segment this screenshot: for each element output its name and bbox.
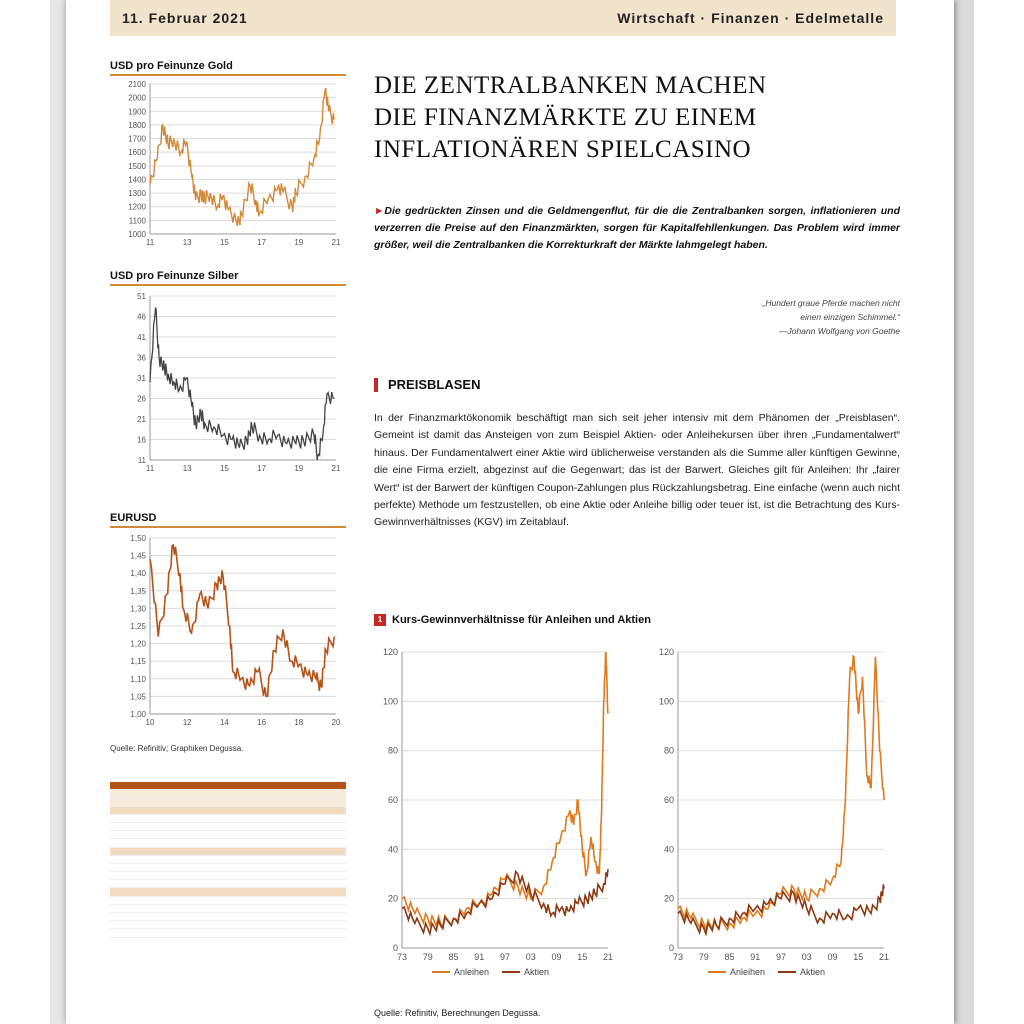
y-tick-label: 1,30	[130, 604, 146, 614]
section-label: Wirtschaft · Finanzen · Edelmetalle	[617, 10, 884, 26]
silver-chart-title: USD pro Feinunze Silber	[110, 270, 346, 286]
x-tick-label: 21	[331, 238, 341, 247]
y-tick-label: 1,25	[130, 622, 146, 631]
x-tick-label: 21	[878, 952, 890, 962]
y-tick-label: 1,45	[130, 551, 146, 561]
x-tick-label: 79	[422, 952, 433, 962]
y-tick-label: 11	[137, 456, 146, 465]
x-tick-label: 17	[257, 464, 267, 473]
eurusd-chart	[110, 528, 346, 744]
legend-label: Anleihen	[454, 967, 490, 977]
series-line-1	[402, 652, 608, 927]
y-tick-label: 1600	[128, 148, 146, 158]
y-tick-label: 16	[137, 435, 146, 445]
x-tick-label: 09	[827, 952, 838, 962]
x-tick-label: 19	[294, 464, 304, 473]
eurusd-chart-title: EURUSD	[110, 512, 346, 528]
y-tick-label: 100	[658, 696, 674, 707]
y-tick-label: 1,35	[130, 586, 146, 596]
y-tick-label: 100	[382, 696, 398, 707]
y-tick-label: 26	[137, 394, 146, 404]
x-tick-label: 85	[448, 952, 459, 962]
x-tick-label: 97	[775, 952, 787, 962]
x-tick-label: 19	[294, 238, 304, 247]
section-title: PREISBLASEN	[374, 378, 480, 392]
y-tick-label: 40	[387, 844, 398, 855]
figure-source: Quelle: Refinitiv, Berechnungen Degussa.	[374, 1008, 541, 1018]
price-table	[110, 782, 346, 938]
y-tick-label: 1300	[128, 189, 146, 199]
y-tick-label: 2000	[128, 93, 146, 103]
y-tick-label: 1000	[128, 230, 146, 239]
y-tick-label: 46	[137, 312, 146, 322]
x-tick-label: 13	[182, 238, 192, 247]
left-source: Quelle: Refinitiv; Graphiken Degussa.	[110, 744, 244, 753]
newsletter-page	[66, 0, 954, 1024]
y-tick-label: 1,05	[130, 692, 146, 702]
gold-chart	[110, 76, 346, 254]
y-tick-label: 20	[387, 893, 398, 904]
body-text: In der Finanzmarktökonomik beschäftigt man sich seit jeher intensiv mit dem Phänomen der „Preisblasen“. Gemeint ist damit das Ansteigen von zum Beispiel Aktien- oder Anleihekursen über ihren „Fundamentalwert“ hinaus. Der Fundamentalwert einer Aktie wird üblicherweise verstanden als die Summe aller künftigen Gewinne, die eine Firma erzielt, abgezinst auf die Gegenwart; das ist der Barwert. Gleiches gilt für Anleihen: Ihr „fairer Wert“ ist der Barwert der künftigen Coupon-Zahlungen plus Rückzahlungsbetrag. Eine einfache (wenn auch nicht perfekte) Methode um festzustellen, ob eine Aktie oder Anleihe billig oder teuer ist, ist die Betrachtung des Kurs-Gewinnverhältnisses (KGV) im Zeitablauf.	[374, 412, 900, 529]
gold-chart-title: USD pro Feinunze Gold	[110, 60, 346, 76]
y-tick-label: 80	[387, 745, 398, 756]
x-tick-label: 17	[257, 238, 267, 247]
quote-line: einen einzigen Schimmel.“	[800, 312, 900, 322]
y-tick-label: 0	[392, 943, 398, 953]
x-tick-label: 15	[219, 238, 229, 247]
legend-label: Aktien	[800, 967, 826, 977]
kgv-usa-chart	[366, 630, 616, 1000]
x-tick-label: 18	[294, 718, 304, 727]
x-tick-label: 11	[145, 238, 155, 247]
x-tick-label: 03	[801, 952, 812, 962]
eurusd-chart-panel	[110, 512, 346, 753]
y-tick-label: 51	[137, 292, 146, 301]
x-tick-label: 21	[331, 464, 341, 473]
y-tick-label: 1,15	[130, 657, 146, 667]
y-tick-label: 0	[668, 943, 674, 953]
x-tick-label: 14	[219, 718, 229, 727]
y-tick-label: 20	[663, 893, 674, 904]
y-tick-label: 1200	[128, 202, 146, 212]
figure-title	[374, 614, 900, 626]
page-header	[110, 0, 896, 36]
lead-text: Die gedrückten Zinsen und die Geldmengenflut, für die die Zentralbanken sorgen, inflationieren und verzerren die Preise auf den Finanzmärkten, sorgen für Kapitalfehllenkungen. Das Problem wird immer größer, weil die Zentralbanken die Korrekturkraft der Märkte lahmgelegt haben.	[374, 205, 900, 251]
x-tick-label: 09	[551, 952, 562, 962]
y-tick-label: 41	[137, 333, 146, 342]
y-tick-label: 60	[663, 795, 674, 805]
headline-line: DIE FINANZMÄRKTE ZU EINEM	[374, 104, 757, 131]
headline-line: DIE ZENTRALBANKEN MACHEN	[374, 72, 767, 99]
legend-label: Anleihen	[730, 967, 766, 977]
x-tick-label: 73	[396, 952, 408, 962]
silver-chart-panel	[110, 270, 346, 486]
y-tick-label: 1,20	[130, 639, 146, 649]
x-tick-label: 20	[331, 718, 341, 727]
series-line-1	[150, 308, 334, 460]
gold-chart-panel	[110, 60, 346, 254]
y-tick-label: 1900	[128, 107, 146, 117]
y-tick-label: 1400	[128, 175, 146, 185]
y-tick-label: 1500	[128, 161, 146, 171]
series-line-1	[150, 88, 334, 226]
lead-paragraph	[374, 203, 900, 254]
headline-line: INFLATIONÄREN SPIELCASINO	[374, 136, 752, 163]
x-tick-label: 15	[853, 952, 864, 962]
quote-line: „Hundert graue Pferde machen nicht	[762, 298, 900, 308]
y-tick-label: 1,00	[130, 710, 146, 719]
series-line-1	[678, 656, 884, 930]
silver-chart	[110, 286, 346, 486]
y-tick-label: 120	[658, 647, 674, 657]
x-tick-label: 15	[577, 952, 588, 962]
x-tick-label: 12	[182, 718, 192, 727]
y-tick-label: 1,50	[130, 534, 146, 543]
x-tick-label: 79	[698, 952, 709, 962]
x-tick-label: 85	[724, 952, 735, 962]
x-tick-label: 73	[672, 952, 684, 962]
legend-label: Aktien	[524, 967, 550, 977]
y-tick-label: 80	[663, 745, 674, 756]
x-tick-label: 21	[602, 952, 614, 962]
figure-number: 1	[374, 614, 386, 626]
y-tick-label: 1100	[128, 216, 146, 226]
x-tick-label: 13	[182, 464, 192, 473]
y-tick-label: 21	[137, 415, 146, 424]
y-tick-label: 120	[382, 647, 398, 657]
series-line-1	[150, 545, 334, 696]
figure-title-text: Kurs-Gewinnverhältnisse für Anleihen und Aktien	[392, 614, 651, 626]
y-tick-label: 1,10	[130, 674, 146, 684]
y-tick-label: 36	[137, 353, 146, 363]
kgv-euro-chart	[642, 630, 892, 1000]
x-tick-label: 03	[525, 952, 536, 962]
headline	[374, 70, 874, 166]
y-tick-label: 1800	[128, 120, 146, 130]
x-tick-label: 91	[474, 952, 485, 962]
y-tick-label: 40	[663, 844, 674, 855]
quote-author: —Johann Wolfgang von Goethe	[779, 326, 900, 336]
x-tick-label: 15	[219, 464, 229, 473]
quote	[666, 296, 900, 338]
y-tick-label: 31	[137, 374, 146, 383]
x-tick-label: 11	[145, 464, 155, 473]
lead-marker-icon: ►	[374, 205, 385, 217]
y-tick-label: 1700	[128, 134, 146, 144]
y-tick-label: 2100	[128, 80, 146, 89]
x-tick-label: 10	[145, 718, 155, 727]
issue-date: 11. Februar 2021	[122, 10, 248, 26]
x-tick-label: 91	[750, 952, 761, 962]
x-tick-label: 97	[499, 952, 511, 962]
y-tick-label: 60	[387, 795, 398, 805]
x-tick-label: 16	[257, 718, 267, 727]
table-header	[110, 782, 346, 790]
y-tick-label: 1,40	[130, 569, 146, 579]
